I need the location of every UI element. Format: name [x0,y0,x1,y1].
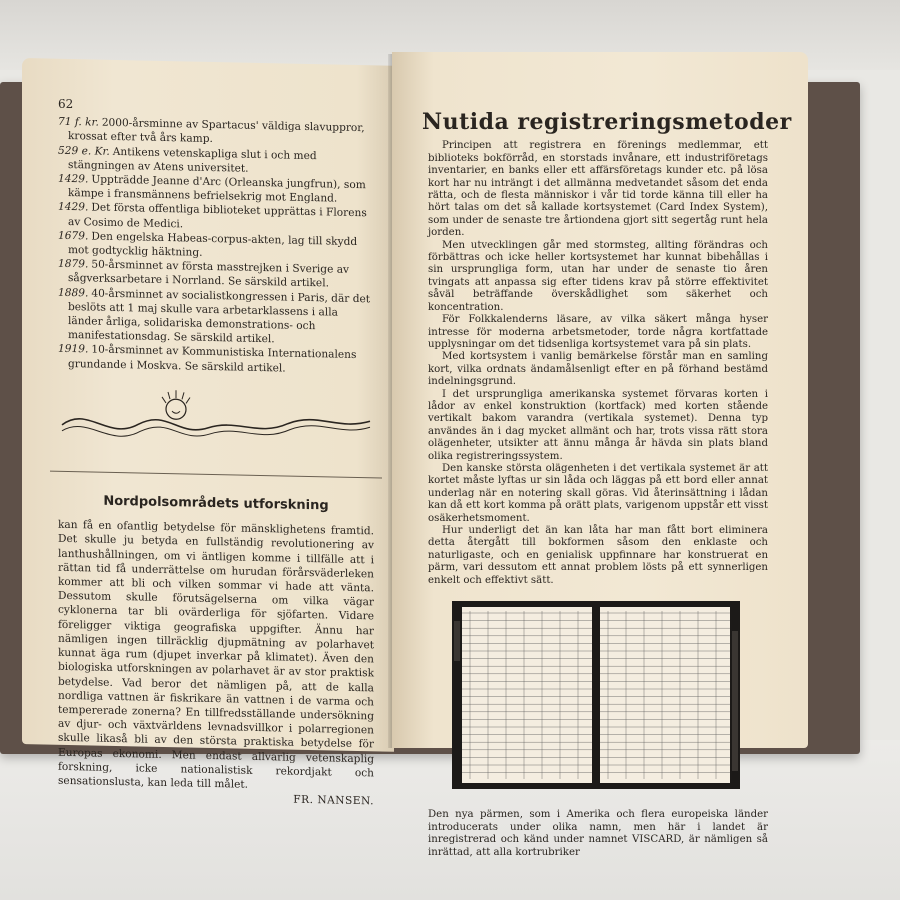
article-paragraph: Hur underligt det än kan låta har man fått bort eliminera detta återgått till bokformen såsom den enklaste och naturligaste, och en genialisk uppfinnare har konstruerat en pärm, vari dessutom ett annat problem lösts på ett synnerligen enkelt och effektivt sätt. [428,525,768,586]
entry-year: 1919. [58,343,89,356]
entry-year: 1429. [58,201,89,214]
article-paragraph: I det ursprungliga amerikanska systemet förvaras korten i lådor av enkel konstruktion (kortfack) med korten stående vertikalt bakom varandra (vertikala systemet). Denna typ användes än i dag mycket allmänt och har, trots vissa rätt stora olägenheter, utsikter att ännu många år hävda sin plats bland olika registreringssystem. [428,388,768,462]
entry-text: Det första offentliga biblioteket upprättas i Florens av Cosimo de Medici. [68,201,367,231]
right-page [392,52,808,858]
chronology-entry [58,285,374,348]
entry-year: 1889. [58,286,89,300]
chronology-entry [58,342,374,377]
entry-year: 1879. [58,257,89,271]
entry-year: 71 f. kr. [58,115,99,129]
entry-year: 529 e. Kr. [58,144,110,158]
article-title: Nutida registreringsmetoder [422,109,792,135]
ribbon-illustration [58,385,374,462]
entry-year: 1679. [58,229,89,243]
article-paragraph: Med kortsystem i vanlig bemärkelse förstår man en samling kort, vilka ordnats ändamålsenligt efter en på förhand bestämd indelningsgrund. [428,351,768,388]
author-signature: FR. NANSEN. [293,793,374,808]
article-paragraph: Principen att registrera en förenings medlemmar, ett biblioteks bokförråd, en storstads invånare, ett industriföretags inventarier, en banks eller ett affärsföretags kunder etc. på lösa kort har nu inträngt i det allmänna medvetandet såsom det enda rätta, och de flesta människor i vår tid torde känna till eller ha hört talas om det så kallade kortsystemet (Card Index System), som under de senaste tre årtiondena gjort sitt segertåg runt hela jorden. [428,140,768,239]
entry-text: Antikens vetenskapliga slut i och med stängningen av Atens universitet. [68,145,317,175]
entry-text: Uppträdde Jeanne d'Arc (Orleanska jungfrun), som kämpe i fransmännens befrielsekrig mot England. [68,173,366,205]
article-body [428,140,768,587]
article-text: kan få en ofantlig betydelse för mänsklighetens framtid. Det skulle ju betyda en fullständig revolutionering av lanthushållningen, om vi äntligen komme i tillfälle att i rättan tid få underrättelse om hurudan förårsväderleken kommer att bli och vilken sommar vi hade att vänta. Dessutom skulle förutsägelserna om vilka vägar cyklonerna tar bli ovärderliga för sjöfarten. Vidare föreligger viktiga geografiska uppgifter. Ännu har nämligen ingen tillräcklig djupmätning av polarhavet kunnat äga rum (djupet inverkar på klimatet). Även den biologiska utforskningen av polarhavet är av stor praktisk betydelse. Vad beror det nämligen på, att de kalla nordliga vattnen är fiskrikare än vattnen i de varma och tempererade zonerna? En tillfredsställande undersökning av djur- och växtvärldens levnadsvillkor i polarregionen skulle likaså bli av den största praktiska betydelse för Europas ekonomi. Men endast allvarlig vetenskaplig forskning, icke nationalistisk rekordjakt och sensationslusta, kan leda till målet. [58,519,374,791]
entry-text: 40-årsminnet av socialistkongressen i Paris, där det beslöts att 1 maj skulle vara arbetarklassens i alla länder årliga, solidariska demonstrations- och manifestationsdag. Se särskild artikel. [68,287,371,346]
entry-text: 2000-årsminne av Spartacus' väldiga slavuppror, krossat efter två års kamp. [68,116,365,146]
entry-text: 10-årsminnet av Kommunistiska Internationalens grundande i Moskva. Se särskild artikel. [68,343,357,375]
article-paragraph: För Folkkalenderns läsare, av vilka säkert många hyser intresse för moderna arbetsmetoder, torde några kortfattade upplysningar om det tidsenliga kortsystemet vara på sin plats. [428,314,768,350]
viscard-binder-illustration [452,601,740,789]
footer-text: Den nya pärmen, som i Amerika och flera europeiska länder introducerats under olika namn, men här i landet är inregistrerad och känd under namnet VISCARD, är nämligen så inrättad, att alla kortrubriker [428,809,768,858]
section-title: Nordpolsområdets utforskning [103,493,329,514]
entry-text: 50-årsminnet av första masstrejken i Sverige av sågverksarbetare i Norrland. Se särskild artikel. [68,258,350,290]
entry-year: 1429. [58,172,89,186]
entry-text: Den engelska Habeas-corpus-akten, lag till skydd mot godtycklig häktning. [68,230,358,259]
chronology-list [58,115,374,377]
article-paragraph: Den kanske största olägenheten i det vertikala systemet är att kortet måste lyftas ur sin låda och läggas på ett bord eller annat underlag när en notering skall göras. Vid återinsättning i lådan kan då ett kort komma på orätt plats, varigenom uppstår ett visst osäkerhetsmoment. [428,462,768,524]
section-divider [50,471,382,479]
left-page [22,58,394,808]
article-paragraph: Men utvecklingen går med stormsteg, allting förändras och förbättras och icke heller kortsystemet har kunnat bibehållas i sin ursprungliga form, utan har under de senaste tio åren tvingats att anpassa sig efter tidens krav på större effektivitet såväl beträffande överskådlighet som säkerhet och koncentration. [428,239,768,313]
page-number: 62 [58,96,74,112]
